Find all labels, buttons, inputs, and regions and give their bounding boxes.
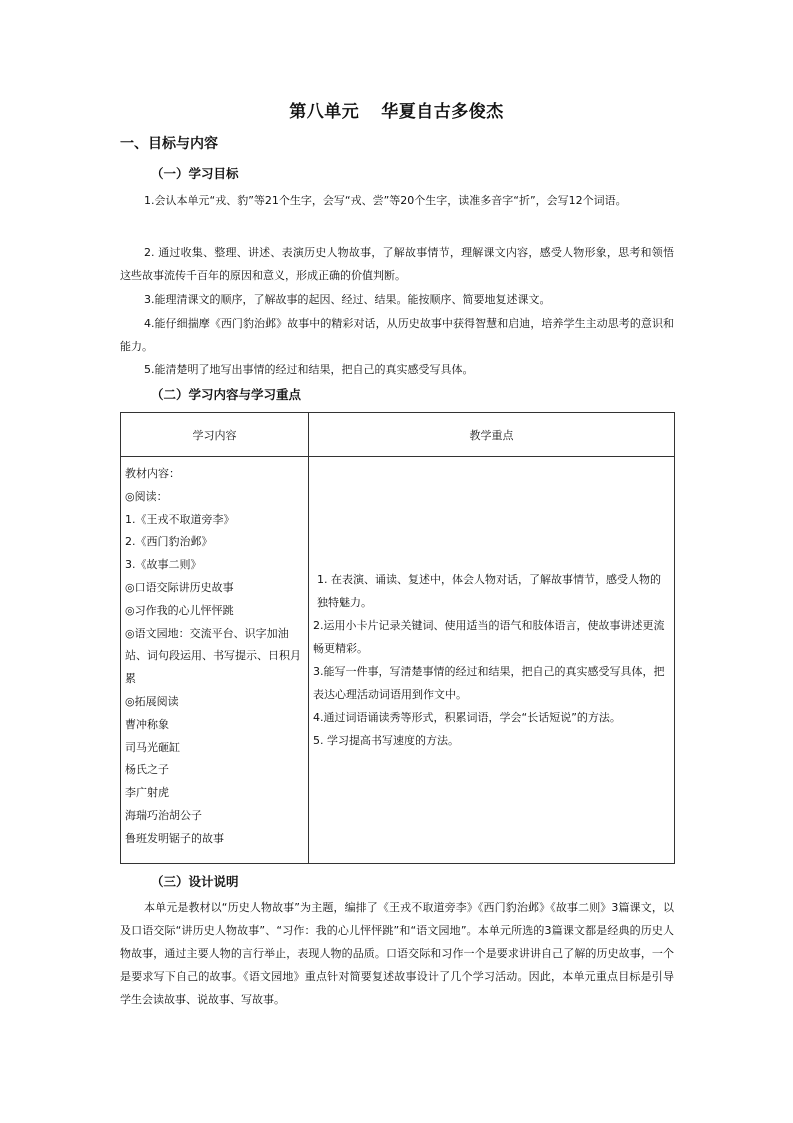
list-item: 2.运用小卡片记录关键词、使用适当的语气和肢体语言，使故事讲述更流畅更精彩。: [313, 619, 665, 655]
list-item: 曹冲称象: [125, 717, 169, 731]
list-item: 海瑞巧治胡公子: [125, 808, 202, 822]
content-heading: （二）学习内容与学习重点: [151, 387, 302, 402]
list-item: ◎语文园地：交流平台、识字加油站、词句段运用、书写提示、日积月累: [125, 626, 301, 686]
table-header-content: 学习内容: [121, 413, 309, 457]
list-item: ◎阅读：: [125, 489, 168, 503]
list-item: 司马光砸缸: [125, 740, 180, 754]
table-header-focus: 教学重点: [309, 413, 675, 457]
list-item: ◎拓展阅读: [125, 694, 179, 708]
list-item: 教材内容：: [125, 467, 180, 480]
title-theme: 华夏自古多俊杰: [381, 102, 504, 122]
list-item: 3.《故事二则》: [125, 558, 202, 572]
table-header-row: [121, 413, 675, 457]
title-unit: 第八单元: [289, 102, 360, 122]
list-item: ◎口语交际讲历史故事: [125, 580, 234, 594]
list-item: 杨氏之子: [125, 763, 169, 777]
list-item: 1.《王戎不取道旁李》: [125, 512, 235, 526]
table-row: [121, 457, 675, 864]
list-item: 鲁班发明锯子的故事: [125, 831, 224, 845]
content-cell: [121, 457, 309, 864]
goal-item-1: 1.会认本单元“戎、豹”等21个生字，会写“戎、尝”等20个生字，读准多音字“折”，会写12个词语。: [144, 194, 627, 207]
design-heading: （三）设计说明: [151, 874, 239, 889]
goal-item-2: 2. 通过收集、整理、讲述、表演历史人物故事，了解故事情节，理解课文内容，感受人物形象，思考和领悟这些故事流传千百年的原因和意义，形成正确的价值判断。: [120, 246, 674, 282]
focus-cell: [309, 457, 675, 864]
list-item: 4.通过词语诵读秀等形式，积累词语，学会“长话短说”的方法。: [313, 711, 621, 724]
list-item: 3.能写一件事，写清楚事情的经过和结果，把自己的真实感受写具体，把表达心理活动词语用到作文中。: [313, 665, 665, 701]
list-item: 1. 在表演、诵读、复述中，体会人物对话，了解故事情节，感受人物的独特魅力。: [317, 573, 661, 609]
section-heading-goals-content: 一、目标与内容: [120, 136, 218, 152]
goal-item-4: 4.能仔细揣摩《西门豹治邺》故事中的精彩对话，从历史故事中获得智慧和启迪，培养学生主动思考的意识和能力。: [120, 317, 674, 353]
goals-heading: （一）学习目标: [151, 166, 239, 181]
page-title: [0, 97, 793, 122]
list-item: 5. 学习提高书写速度的方法。: [313, 734, 459, 747]
goal-item-3: 3.能理清课文的顺序，了解故事的起因、经过、结果。能按顺序、简要地复述课文。: [144, 293, 551, 306]
goal-item-5: 5.能清楚明了地写出事情的经过和结果，把自己的真实感受写具体。: [144, 363, 474, 376]
content-table: [120, 412, 675, 864]
design-paragraph: 本单元是教材以“历史人物故事”为主题，编排了《王戎不取道旁李》《西门豹治邺》《故事二则》3篇课文，以及口语交际“讲历史人物故事”、“习作：我的心儿怦怦跳”和“语文园地”。本单元所选的3篇课文都是经典的历史人物故事，通过主要人物的言行举止，表现人物的品质。口语交际和习作一个是要求讲讲自己了解的历史故事，一个是要求写下自己的故事。《语文园地》重点针对简要复述故事设计了几个学习活动。因此，本单元重点目标是引导学生会读故事、说故事、写故事。: [120, 901, 674, 1006]
list-item: 2.《西门豹治邺》: [125, 535, 213, 549]
list-item: 李广射虎: [125, 786, 169, 800]
list-item: ◎习作我的心儿怦怦跳: [125, 603, 234, 617]
